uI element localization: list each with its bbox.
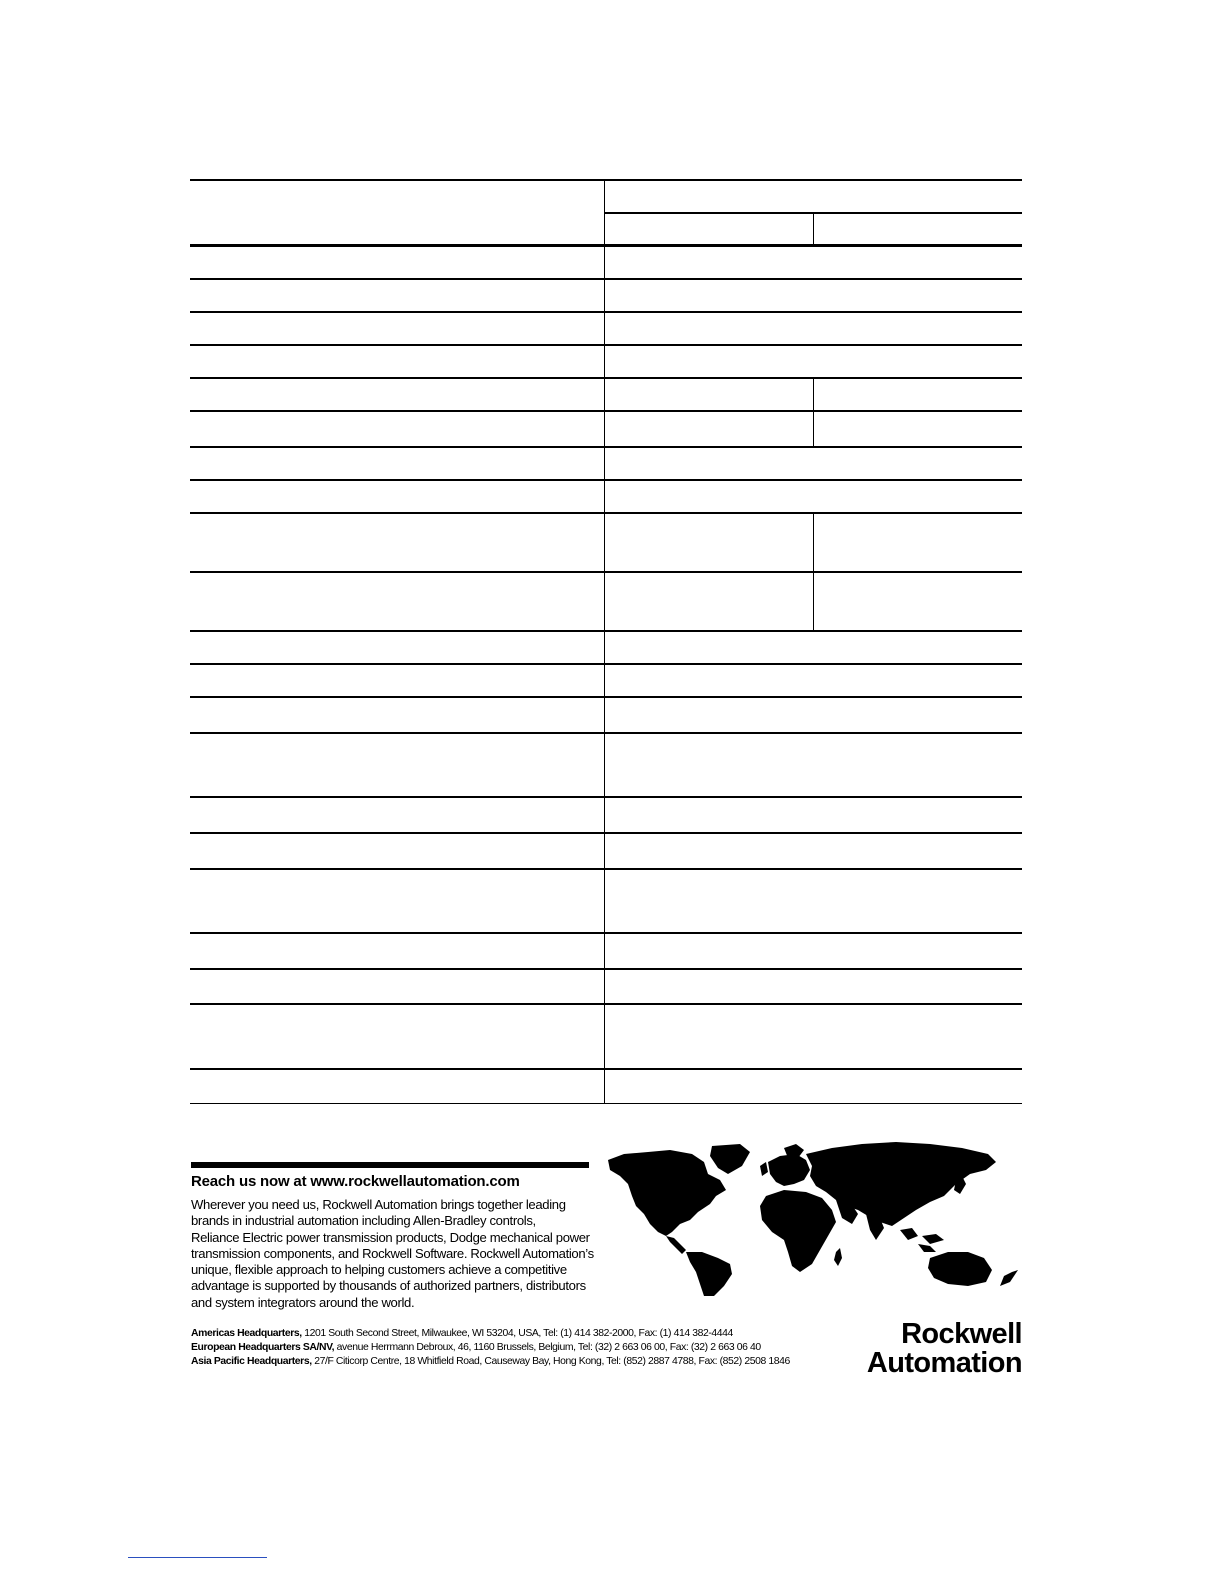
footer-description-line: transmission components, and Rockwell Software. Rockwell Automation’s bbox=[191, 1245, 594, 1261]
footer-description-line: and system integrators around the world. bbox=[191, 1294, 415, 1310]
table-row-rule bbox=[190, 630, 1022, 632]
headquarters-details: 1201 South Second Street, Milwaukee, WI 53204, USA, Tel: (1) 414 382-2000, Fax: (1) 414 382-4444 bbox=[304, 1328, 733, 1339]
headquarters-americas bbox=[191, 1327, 790, 1341]
footer-description-line: advantage is supported by thousands of authorized partners, distributors bbox=[191, 1278, 586, 1294]
specifications-table bbox=[190, 179, 1022, 1105]
footer-description bbox=[191, 1197, 594, 1311]
table-row-rule bbox=[190, 479, 1022, 481]
table-row-rule bbox=[190, 278, 1022, 280]
table-header-rule bbox=[190, 244, 1022, 247]
table-bottom-rule bbox=[190, 1103, 1022, 1104]
footer-description-line: brands in industrial automation including Allen-Bradley controls, bbox=[191, 1213, 536, 1229]
table-row-rule bbox=[190, 571, 1022, 573]
table-row-rule bbox=[190, 696, 1022, 698]
rockwell-automation-logo bbox=[828, 1320, 1022, 1378]
table-row-rule bbox=[190, 663, 1022, 665]
table-subcolumn-divider bbox=[813, 512, 814, 630]
table-column-divider bbox=[604, 179, 605, 1104]
table-row-rule bbox=[190, 1003, 1022, 1005]
table-row-rule bbox=[190, 968, 1022, 970]
table-row-rule bbox=[190, 344, 1022, 346]
world-map-icon bbox=[600, 1140, 1022, 1296]
table-row-rule bbox=[190, 732, 1022, 734]
table-top-rule bbox=[190, 179, 1022, 181]
table-row-rule bbox=[190, 796, 1022, 798]
headquarters-list bbox=[191, 1327, 790, 1370]
table-row-rule bbox=[190, 832, 1022, 834]
table-row-rule bbox=[190, 868, 1022, 870]
table-subcolumn-divider bbox=[813, 377, 814, 446]
page-edge-mark bbox=[128, 1557, 267, 1558]
headquarters-asia-pacific bbox=[191, 1355, 790, 1369]
footer-heading: Reach us now at www.rockwellautomation.com bbox=[191, 1173, 520, 1190]
table-row-rule bbox=[190, 512, 1022, 514]
headquarters-details: avenue Herrmann Debroux, 46, 1160 Brussels, Belgium, Tel: (32) 2 663 06 00, Fax: (32) 2 663 06 40 bbox=[336, 1342, 761, 1354]
table-subcolumn-divider bbox=[813, 212, 814, 245]
headquarters-details: 27/F Citicorp Centre, 18 Whitfield Road, Causeway Bay, Hong Kong, Tel: (852) 2887 4788, Fax: (852) 2508 1846 bbox=[314, 1356, 790, 1368]
table-row-rule bbox=[190, 377, 1022, 379]
logo-line: Rockwell bbox=[901, 1318, 1022, 1350]
headquarters-name: European Headquarters SA/NV, bbox=[191, 1342, 335, 1354]
headquarters-europe bbox=[191, 1341, 790, 1355]
table-row-rule bbox=[190, 932, 1022, 934]
table-row-rule bbox=[190, 311, 1022, 313]
footer-description-line: unique, flexible approach to helping customers achieve a competitive bbox=[191, 1262, 567, 1278]
table-row-rule bbox=[190, 1068, 1022, 1070]
table-row-rule bbox=[190, 410, 1022, 412]
footer-description-line: Wherever you need us, Rockwell Automation brings together leading bbox=[191, 1197, 566, 1212]
footer-description-line: Reliance Electric power transmission products, Dodge mechanical power bbox=[191, 1229, 590, 1245]
headquarters-name: Asia Pacific Headquarters, bbox=[191, 1356, 312, 1368]
logo-line: Automation bbox=[866, 1347, 1022, 1379]
table-row-rule bbox=[190, 446, 1022, 448]
footer-rule bbox=[191, 1162, 589, 1168]
headquarters-name: Americas Headquarters, bbox=[191, 1328, 302, 1339]
